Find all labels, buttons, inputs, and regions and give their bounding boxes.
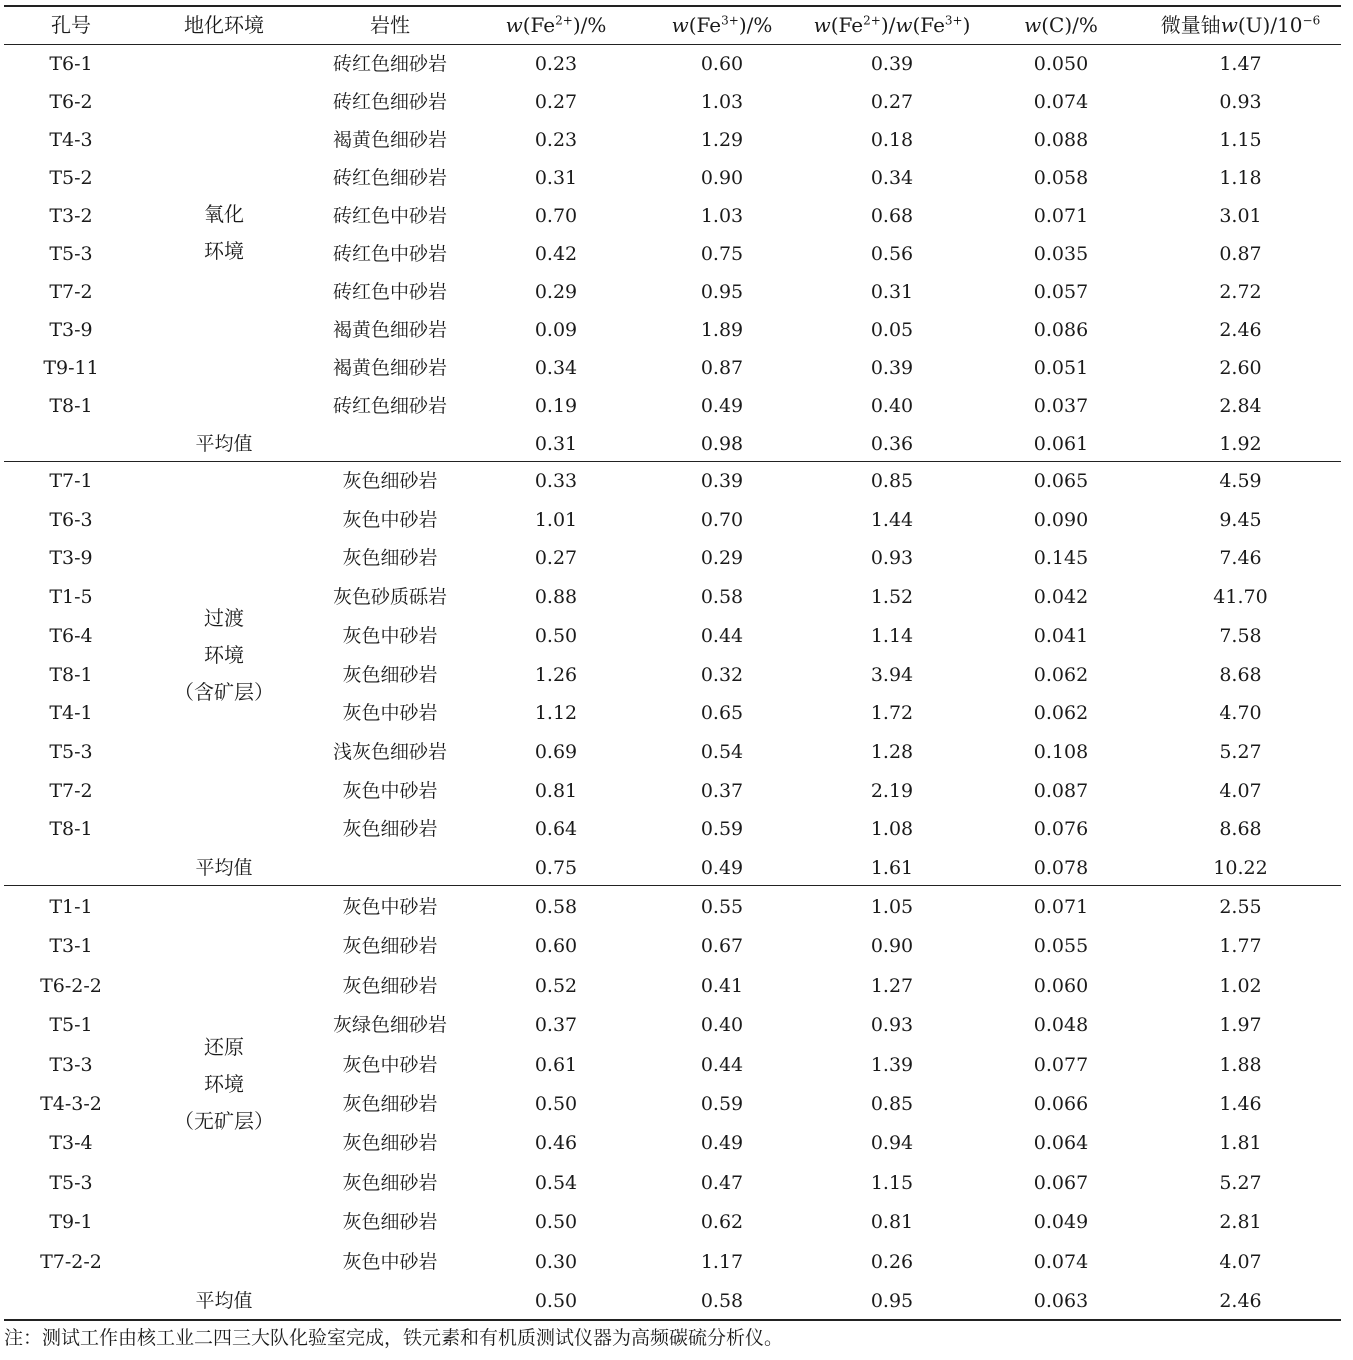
cell-ratio: 0.56 (870, 243, 914, 265)
cell-lith: 砖红色中砂岩 (332, 205, 447, 227)
cell-u: 2.81 (1219, 1211, 1262, 1234)
cell-hole: T1-5 (49, 586, 93, 609)
cell-ratio: 1.72 (870, 702, 914, 725)
cell-hole: T4-3 (49, 129, 93, 151)
cell-fe2: 0.33 (534, 470, 578, 492)
cell-u: 9.45 (1219, 508, 1262, 531)
cell-u: 2.84 (1219, 395, 1262, 417)
cell-ratio: 0.90 (870, 935, 914, 958)
cell-fe3: 0.95 (700, 281, 744, 303)
cell-ratio: 0.39 (870, 357, 914, 379)
cell-fe2: 1.26 (534, 663, 578, 686)
cell-hole: T5-2 (49, 167, 93, 189)
cell-c: 0.062 (1033, 702, 1089, 725)
env-label-line: 氧化 (204, 202, 244, 226)
table-row (4, 45, 1341, 83)
cell-hole: T6-3 (49, 508, 93, 531)
cell-u: 2.46 (1219, 319, 1262, 341)
cell-fe2: 0.88 (534, 586, 578, 609)
cell-c: 0.077 (1033, 1053, 1089, 1076)
cell-c: 0.051 (1033, 357, 1089, 379)
cell-ratio: 0.81 (870, 1211, 914, 1234)
cell-hole: T6-1 (49, 53, 93, 75)
cell-fe2: 0.37 (534, 1014, 578, 1037)
cell-hole: T8-1 (49, 663, 93, 686)
cell-fe2: 0.34 (534, 357, 578, 379)
cell-ratio: 1.27 (870, 974, 914, 997)
average-label: 平均值 (195, 1290, 253, 1312)
cell-c: 0.035 (1033, 243, 1089, 265)
cell-c: 0.049 (1033, 1211, 1089, 1234)
average-row (4, 1282, 1341, 1320)
cell-u: 4.70 (1219, 702, 1262, 725)
cell-u: 1.47 (1219, 53, 1262, 75)
cell-lith: 灰色细砂岩 (342, 818, 438, 841)
cell-u: 1.15 (1219, 129, 1262, 151)
cell-fe2: 0.31 (534, 167, 578, 189)
header-env: 地化环境 (184, 13, 264, 37)
average-fe2: 0.31 (534, 433, 578, 455)
table-row (4, 772, 1341, 810)
cell-fe3: 1.03 (700, 205, 744, 227)
table-row (4, 1243, 1341, 1281)
env-label-line: 还原 (204, 1034, 244, 1059)
cell-u: 2.60 (1219, 357, 1262, 379)
average-label: 平均值 (195, 433, 253, 455)
cell-hole: T7-1 (49, 470, 93, 492)
cell-ratio: 1.44 (870, 508, 914, 531)
cell-ratio: 0.40 (870, 395, 914, 417)
cell-lith: 灰色中砂岩 (342, 1250, 438, 1273)
average-u: 2.46 (1219, 1290, 1262, 1312)
env-label (138, 1029, 310, 1140)
cell-u: 1.18 (1219, 167, 1262, 189)
cell-lith: 褐黄色细砂岩 (332, 357, 447, 379)
cell-ratio: 1.52 (870, 586, 914, 609)
table-row (4, 387, 1341, 425)
cell-ratio: 0.18 (870, 129, 914, 151)
cell-u: 4.07 (1219, 779, 1262, 802)
cell-hole: T4-3-2 (40, 1093, 102, 1115)
cell-hole: T7-2 (49, 779, 93, 802)
cell-hole: T6-4 (49, 624, 93, 647)
cell-ratio: 0.94 (870, 1132, 914, 1155)
cell-c: 0.071 (1033, 896, 1089, 918)
cell-lith: 灰色中砂岩 (342, 624, 438, 647)
table-row (4, 83, 1341, 121)
cell-ratio: 1.05 (870, 896, 914, 918)
cell-c: 0.048 (1033, 1014, 1089, 1037)
cell-fe2: 0.09 (534, 319, 578, 341)
cell-lith: 灰色细砂岩 (342, 1211, 438, 1234)
cell-fe3: 0.41 (700, 974, 744, 997)
cell-c: 0.088 (1033, 129, 1089, 151)
cell-fe2: 0.23 (534, 129, 578, 151)
cell-u: 4.59 (1219, 470, 1262, 492)
cell-c: 0.086 (1033, 319, 1089, 341)
cell-c: 0.074 (1033, 91, 1089, 113)
cell-fe3: 0.58 (700, 586, 744, 609)
cell-fe2: 0.60 (534, 935, 578, 958)
cell-lith: 褐黄色细砂岩 (332, 129, 447, 151)
cell-fe2: 1.01 (534, 508, 578, 531)
cell-c: 0.058 (1033, 167, 1089, 189)
table-row (4, 349, 1341, 387)
cell-fe3: 0.59 (700, 1093, 744, 1115)
cell-ratio: 0.85 (870, 1093, 914, 1115)
cell-lith: 灰色细砂岩 (342, 1171, 438, 1194)
average-u: 10.22 (1213, 857, 1268, 879)
cell-ratio: 2.19 (870, 779, 914, 802)
cell-lith: 砖红色细砂岩 (332, 91, 447, 113)
table-row (4, 810, 1341, 848)
table-note: 注：测试工作由核工业二四三大队化验室完成，铁元素和有机质测试仪器为高频碳硫分析仪。 (4, 1327, 784, 1349)
cell-c: 0.067 (1033, 1171, 1089, 1194)
cell-c: 0.065 (1033, 470, 1089, 492)
cell-c: 0.087 (1033, 779, 1089, 802)
cell-fe3: 0.70 (700, 508, 744, 531)
header-fe3: $w(Fe^{3+})/\%$ (671, 13, 773, 37)
env-label (138, 196, 310, 270)
cell-fe3: 1.29 (700, 129, 744, 151)
cell-fe3: 0.44 (700, 624, 744, 647)
cell-lith: 灰色细砂岩 (342, 1132, 438, 1155)
cell-hole: T6-2 (49, 91, 93, 113)
cell-c: 0.064 (1033, 1132, 1089, 1155)
cell-fe3: 0.44 (700, 1053, 744, 1076)
cell-fe2: 0.70 (534, 205, 578, 227)
table-header (4, 6, 1341, 44)
cell-c: 0.074 (1033, 1250, 1089, 1273)
cell-lith: 灰色细砂岩 (342, 470, 438, 492)
average-c: 0.078 (1033, 857, 1089, 879)
cell-u: 41.70 (1213, 586, 1268, 609)
cell-lith: 褐黄色细砂岩 (332, 319, 447, 341)
cell-ratio: 1.14 (870, 624, 914, 647)
cell-lith: 灰色细砂岩 (342, 935, 438, 958)
cell-hole: T7-2 (49, 281, 93, 303)
cell-u: 1.02 (1219, 974, 1262, 997)
cell-fe3: 0.59 (700, 818, 744, 841)
cell-c: 0.057 (1033, 281, 1089, 303)
cell-ratio: 0.93 (870, 547, 914, 570)
table-row (4, 888, 1341, 926)
cell-fe2: 0.52 (534, 974, 578, 997)
cell-u: 2.55 (1219, 896, 1262, 918)
cell-fe2: 1.12 (534, 702, 578, 725)
cell-ratio: 0.93 (870, 1014, 914, 1037)
header-lith: 岩性 (370, 13, 410, 37)
cell-fe2: 0.50 (534, 1093, 578, 1115)
cell-hole: T9-11 (43, 357, 99, 379)
cell-fe3: 1.03 (700, 91, 744, 113)
cell-ratio: 0.27 (870, 91, 914, 113)
average-fe2: 0.50 (534, 1290, 578, 1312)
cell-lith: 砖红色细砂岩 (332, 53, 447, 75)
header-hole: 孔号 (51, 13, 91, 37)
cell-c: 0.060 (1033, 974, 1089, 997)
cell-u: 5.27 (1219, 740, 1262, 763)
cell-u: 0.93 (1219, 91, 1262, 113)
cell-fe3: 0.75 (700, 243, 744, 265)
cell-u: 7.46 (1219, 547, 1262, 570)
cell-fe2: 0.42 (534, 243, 578, 265)
env-label-line: （含矿层） (174, 679, 274, 704)
cell-c: 0.037 (1033, 395, 1089, 417)
cell-lith: 砖红色细砂岩 (332, 395, 447, 417)
cell-fe3: 0.65 (700, 702, 744, 725)
cell-hole: T8-1 (49, 395, 93, 417)
cell-ratio: 0.26 (870, 1250, 914, 1273)
cell-ratio: 0.85 (870, 470, 914, 492)
cell-lith: 灰色中砂岩 (342, 896, 438, 918)
cell-lith: 灰绿色细砂岩 (332, 1014, 447, 1037)
cell-ratio: 0.31 (870, 281, 914, 303)
average-label: 平均值 (195, 857, 253, 879)
cell-fe3: 0.55 (700, 896, 744, 918)
cell-ratio: 1.39 (870, 1053, 914, 1076)
cell-ratio: 1.15 (870, 1171, 914, 1194)
cell-c: 0.076 (1033, 818, 1089, 841)
cell-u: 0.87 (1219, 243, 1262, 265)
cell-fe3: 0.40 (700, 1014, 744, 1037)
cell-lith: 灰色中砂岩 (342, 1053, 438, 1076)
cell-c: 0.055 (1033, 935, 1089, 958)
cell-lith: 灰色细砂岩 (342, 974, 438, 997)
cell-c: 0.071 (1033, 205, 1089, 227)
cell-c: 0.042 (1033, 586, 1089, 609)
cell-fe3: 0.87 (700, 357, 744, 379)
cell-lith: 灰色中砂岩 (342, 702, 438, 725)
cell-lith: 浅灰色细砂岩 (332, 740, 447, 763)
cell-c: 0.050 (1033, 53, 1089, 75)
cell-lith: 灰色中砂岩 (342, 779, 438, 802)
cell-fe3: 0.49 (700, 395, 744, 417)
cell-ratio: 3.94 (870, 663, 914, 686)
cell-fe2: 0.46 (534, 1132, 578, 1155)
cell-fe2: 0.64 (534, 818, 578, 841)
cell-fe3: 0.67 (700, 935, 744, 958)
table-row (4, 539, 1341, 577)
cell-u: 4.07 (1219, 1250, 1262, 1273)
cell-fe3: 0.49 (700, 1132, 744, 1155)
header-uranium: 微量铀$w(U)/10^{-6}$ (1160, 13, 1321, 37)
cell-ratio: 0.34 (870, 167, 914, 189)
cell-fe3: 1.89 (700, 319, 744, 341)
env-label-line: 过渡 (204, 605, 244, 630)
cell-fe2: 0.27 (534, 547, 578, 570)
cell-u: 1.97 (1219, 1014, 1262, 1037)
cell-fe2: 0.19 (534, 395, 578, 417)
env-label-line: 环境 (204, 1071, 244, 1096)
cell-ratio: 1.28 (870, 740, 914, 763)
cell-ratio: 1.08 (870, 818, 914, 841)
table-row (4, 311, 1341, 349)
cell-u: 1.46 (1219, 1093, 1262, 1115)
header-ratio: $w(Fe^{2+})/w(Fe^{3+})$ (813, 13, 971, 37)
cell-lith: 灰色细砂岩 (342, 1093, 438, 1115)
cell-lith: 灰色中砂岩 (342, 508, 438, 531)
cell-lith: 砖红色细砂岩 (332, 167, 447, 189)
cell-fe2: 0.29 (534, 281, 578, 303)
cell-u: 1.77 (1219, 935, 1262, 958)
cell-fe3: 0.60 (700, 53, 744, 75)
cell-fe2: 0.27 (534, 91, 578, 113)
cell-c: 0.145 (1033, 547, 1089, 570)
cell-hole: T3-2 (49, 205, 93, 227)
cell-hole: T5-1 (49, 1014, 93, 1037)
cell-fe2: 0.50 (534, 624, 578, 647)
cell-fe2: 0.58 (534, 896, 578, 918)
cell-fe3: 0.90 (700, 167, 744, 189)
average-fe3: 0.49 (700, 857, 744, 879)
cell-hole: T3-9 (49, 547, 93, 570)
cell-u: 3.01 (1219, 205, 1262, 227)
cell-hole: T8-1 (49, 818, 93, 841)
average-row (4, 849, 1341, 887)
env-label-line: （无矿层） (174, 1108, 274, 1133)
cell-hole: T3-1 (49, 935, 93, 958)
cell-fe3: 0.39 (700, 470, 744, 492)
table-row (4, 733, 1341, 771)
cell-fe3: 0.32 (700, 663, 744, 686)
table-row (4, 1164, 1341, 1202)
cell-u: 1.88 (1219, 1053, 1262, 1076)
cell-lith: 砖红色中砂岩 (332, 281, 447, 303)
average-ratio: 0.36 (870, 433, 914, 455)
env-label-line: 环境 (204, 239, 244, 263)
table-row (4, 1203, 1341, 1241)
average-fe3: 0.58 (700, 1290, 744, 1312)
cell-lith: 砖红色中砂岩 (332, 243, 447, 265)
average-u: 1.92 (1219, 433, 1262, 455)
env-label (138, 600, 310, 711)
cell-fe3: 0.37 (700, 779, 744, 802)
cell-hole: T3-9 (49, 319, 93, 341)
cell-c: 0.062 (1033, 663, 1089, 686)
cell-fe2: 0.30 (534, 1250, 578, 1273)
cell-c: 0.066 (1033, 1093, 1089, 1115)
cell-fe2: 0.81 (534, 779, 578, 802)
cell-hole: T6-2-2 (40, 974, 102, 997)
table-row (4, 967, 1341, 1005)
cell-fe3: 0.62 (700, 1211, 744, 1234)
cell-hole: T7-2-2 (40, 1250, 102, 1273)
cell-ratio: 0.68 (870, 205, 914, 227)
cell-u: 8.68 (1219, 818, 1262, 841)
table-row (4, 121, 1341, 159)
cell-ratio: 0.39 (870, 53, 914, 75)
average-row (4, 425, 1341, 463)
cell-lith: 灰色砂质砾岩 (332, 586, 447, 609)
cell-fe2: 0.50 (534, 1211, 578, 1234)
cell-u: 1.81 (1219, 1132, 1262, 1155)
cell-lith: 灰色细砂岩 (342, 547, 438, 570)
cell-hole: T3-3 (49, 1053, 93, 1076)
cell-u: 7.58 (1219, 624, 1262, 647)
cell-hole: T4-1 (49, 702, 93, 725)
cell-hole: T5-3 (49, 243, 93, 265)
cell-u: 8.68 (1219, 663, 1262, 686)
average-ratio: 0.95 (870, 1290, 914, 1312)
cell-fe3: 1.17 (700, 1250, 744, 1273)
table-row (4, 501, 1341, 539)
cell-hole: T1-1 (49, 896, 93, 918)
cell-c: 0.090 (1033, 508, 1089, 531)
cell-fe2: 0.23 (534, 53, 578, 75)
cell-c: 0.108 (1033, 740, 1089, 763)
cell-fe3: 0.29 (700, 547, 744, 570)
header-carbon: w(C)/% (1024, 13, 1098, 37)
env-label-line: 环境 (204, 642, 244, 667)
table-row (4, 273, 1341, 311)
table-row (4, 159, 1341, 197)
table-row (4, 927, 1341, 965)
cell-u: 5.27 (1219, 1171, 1262, 1194)
cell-lith: 灰色细砂岩 (342, 663, 438, 686)
cell-fe2: 0.69 (534, 740, 578, 763)
header-fe2: $w(Fe^{2+})/\%$ (505, 13, 607, 37)
cell-hole: T9-1 (49, 1211, 93, 1234)
cell-hole: T5-3 (49, 1171, 93, 1194)
average-fe3: 0.98 (700, 433, 744, 455)
table-row (4, 462, 1341, 500)
cell-fe2: 0.54 (534, 1171, 578, 1194)
cell-hole: T5-3 (49, 740, 93, 763)
cell-fe3: 0.47 (700, 1171, 744, 1194)
cell-hole: T3-4 (49, 1132, 93, 1155)
cell-u: 2.72 (1219, 281, 1262, 303)
cell-c: 0.041 (1033, 624, 1089, 647)
average-c: 0.063 (1033, 1290, 1089, 1312)
average-c: 0.061 (1033, 433, 1089, 455)
cell-fe2: 0.61 (534, 1053, 578, 1076)
average-ratio: 1.61 (870, 857, 914, 879)
cell-fe3: 0.54 (700, 740, 744, 763)
cell-ratio: 0.05 (870, 319, 914, 341)
average-fe2: 0.75 (534, 857, 578, 879)
